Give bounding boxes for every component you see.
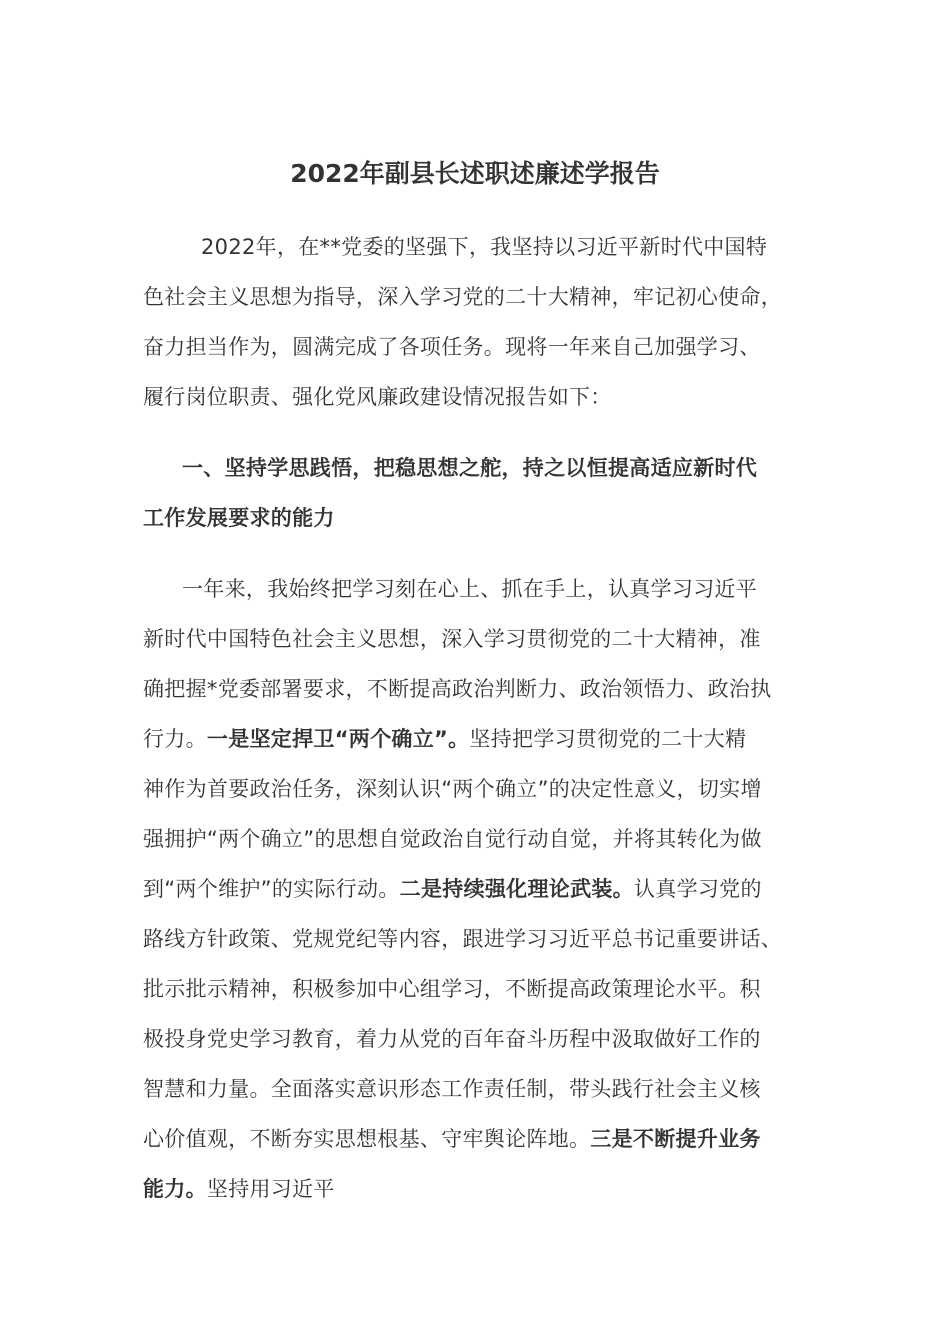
section-heading	[143, 443, 819, 543]
document-title: 2022年副县长述职述廉述学报告	[290, 159, 660, 188]
intro-line: 2022年，在**党委的坚强下，我坚持以习近平新时代中国特	[201, 235, 768, 259]
intro-paragraph	[143, 222, 819, 422]
body-line: 智慧和力量。全面落实意识形态工作责任制，带头践行社会主义核	[143, 1077, 761, 1101]
section-heading-line: 一、坚持学思践悟，把稳思想之舵，持之以恒提高适应新时代	[182, 456, 758, 480]
body-text: 坚持把学习贯彻党的二十大精	[469, 727, 747, 751]
body-line	[104, 714, 819, 764]
body-line: 确把握*党委部署要求，不断提高政治判断力、政治领悟力、政治执	[143, 677, 772, 701]
body-line	[104, 864, 819, 914]
body-line: 强拥护“两个确立”的思想自觉政治自觉行动自觉，并将其转化为做	[143, 827, 762, 851]
section-body-paragraph	[143, 564, 819, 1214]
intro-line: 履行岗位职责、强化党风廉政建设情况报告如下：	[143, 385, 612, 409]
body-line: 新时代中国特色社会主义思想，深入学习贯彻党的二十大精神，准	[143, 627, 761, 651]
body-text: 到“两个维护”的实际行动。	[143, 877, 400, 901]
intro-line: 奋力担当作为，圆满完成了各项任务。现将一年来自己加强学习、	[143, 335, 761, 359]
body-text: 行力。	[143, 727, 207, 751]
bold-point-two: 二是持续强化理论武装。	[399, 877, 634, 901]
body-line: 批示批示精神，积极参加中心组学习，不断提高政策理论水平。积	[143, 977, 761, 1001]
bold-point-three: 三是不断提升业务	[590, 1127, 761, 1151]
body-line: 极投身党史学习教育，着力从党的百年奋斗历程中汲取做好工作的	[143, 1027, 761, 1051]
body-text: 认真学习党的	[633, 877, 762, 901]
bold-point-three-cont: 能力。	[143, 1177, 207, 1201]
body-line	[104, 1164, 819, 1214]
body-text: 坚持用习近平	[206, 1177, 335, 1201]
body-text: 心价值观，不断夯实思想根基、守牢舆论阵地。	[143, 1127, 591, 1151]
body-line: 路线方针政策、党规党纪等内容，跟进学习习近平总书记重要讲话、	[143, 927, 782, 951]
bold-point-one: 一是坚定捍卫“两个确立”。	[206, 727, 470, 751]
body-line	[104, 1114, 819, 1164]
body-line: 神作为首要政治任务，深刻认识“两个确立”的决定性意义，切实增	[143, 777, 762, 801]
section-heading-line: 工作发展要求的能力	[143, 506, 335, 530]
body-line: 一年来，我始终把学习刻在心上、抓在手上，认真学习习近平	[182, 577, 758, 601]
intro-line: 色社会主义思想为指导，深入学习党的二十大精神，牢记初心使命，	[143, 285, 782, 309]
